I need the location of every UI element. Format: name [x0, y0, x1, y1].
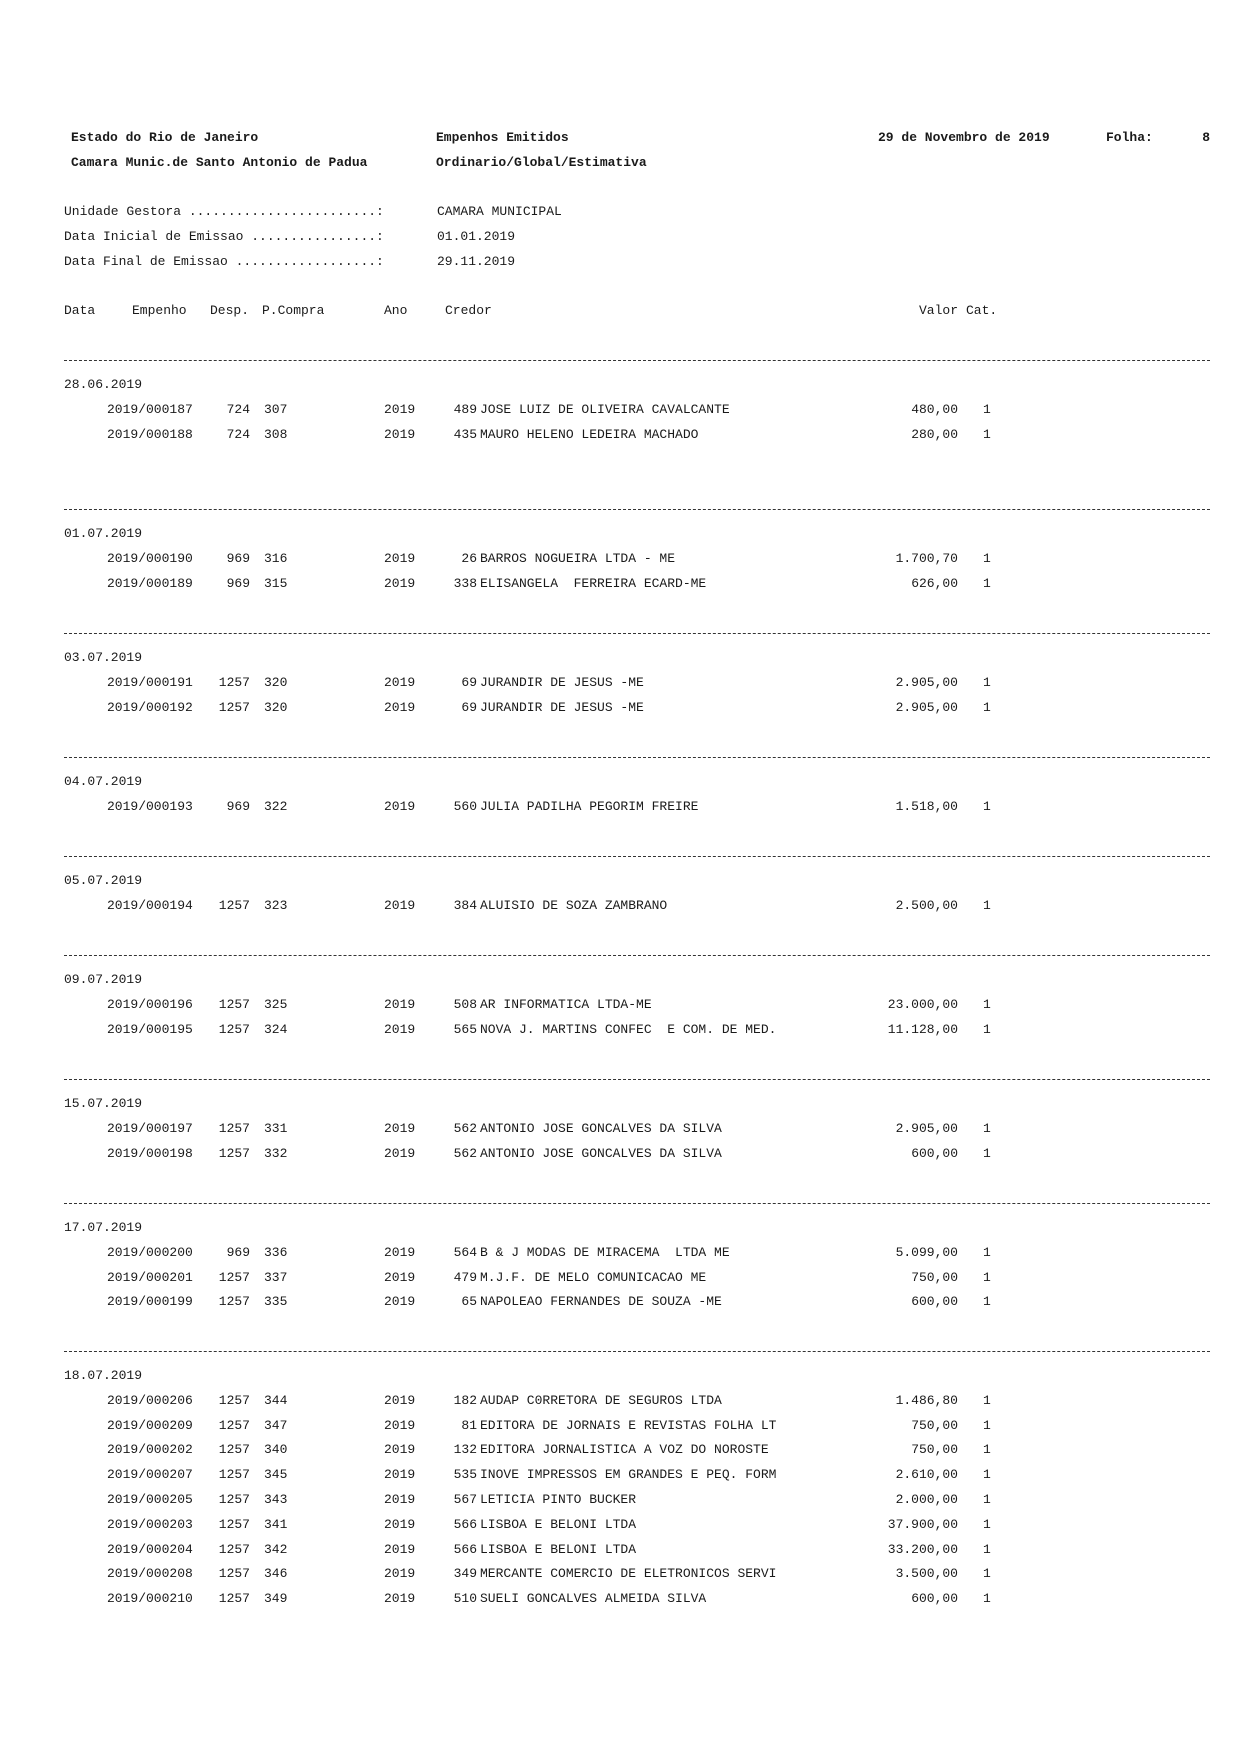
folha-value: 8	[1202, 130, 1210, 145]
row-valor: 280,00	[911, 427, 958, 442]
row-pcompra: 346	[264, 1566, 288, 1581]
row-empenho: 2019/000199	[107, 1294, 193, 1309]
row-pcompra: 325	[264, 997, 288, 1012]
column-header-credor: Credor	[445, 303, 492, 318]
row-valor: 600,00	[911, 1294, 958, 1309]
row-credor-name: M.J.F. DE MELO COMUNICACAO ME	[480, 1270, 707, 1285]
row-desp: 969	[226, 576, 250, 591]
row-valor: 23.000,00	[887, 997, 958, 1012]
row-cat: 1	[983, 1517, 991, 1532]
row-empenho: 2019/000209	[107, 1418, 193, 1433]
header-state: Estado do Rio de Janeiro	[71, 130, 259, 145]
row-desp: 1257	[218, 1121, 250, 1136]
row-valor: 1.486,80	[895, 1393, 958, 1408]
row-cat: 1	[983, 1566, 991, 1581]
row-desp: 1257	[218, 1418, 250, 1433]
row-ano: 2019	[384, 1591, 416, 1606]
row-pcompra: 347	[264, 1418, 288, 1433]
row-cat: 1	[983, 997, 991, 1012]
row-cat: 1	[983, 1121, 991, 1136]
folha-label: Folha:	[1106, 130, 1153, 145]
row-empenho: 2019/000187	[107, 402, 193, 417]
group-separator	[64, 1079, 1210, 1080]
row-empenho: 2019/000202	[107, 1442, 193, 1457]
row-cat: 1	[983, 1542, 991, 1557]
row-empenho: 2019/000195	[107, 1022, 193, 1037]
row-desp: 1257	[218, 1022, 250, 1037]
row-credor-name: EDITORA DE JORNAIS E REVISTAS FOLHA LT	[480, 1418, 777, 1433]
row-credor-name: NAPOLEAO FERNANDES DE SOUZA -ME	[480, 1294, 722, 1309]
row-pcompra: 307	[264, 402, 288, 417]
row-pcompra: 316	[264, 551, 288, 566]
row-desp: 969	[226, 799, 250, 814]
row-credor-name: MERCANTE COMERCIO DE ELETRONICOS SERVI	[480, 1566, 777, 1581]
row-credor-name: JURANDIR DE JESUS -ME	[480, 675, 644, 690]
row-valor: 11.128,00	[887, 1022, 958, 1037]
row-ano: 2019	[384, 1270, 416, 1285]
column-header-ano: Ano	[384, 303, 408, 318]
row-credor-name: JULIA PADILHA PEGORIM FREIRE	[480, 799, 699, 814]
filter-value: 01.01.2019	[437, 229, 516, 244]
row-desp: 969	[226, 1245, 250, 1260]
row-ano: 2019	[384, 576, 416, 591]
row-pcompra: 344	[264, 1393, 288, 1408]
row-empenho: 2019/000190	[107, 551, 193, 566]
row-credor-code: 384	[453, 898, 477, 913]
row-valor: 37.900,00	[887, 1517, 958, 1532]
row-ano: 2019	[384, 898, 416, 913]
row-empenho: 2019/000206	[107, 1393, 193, 1408]
row-credor-code: 535	[453, 1467, 477, 1482]
row-valor: 3.500,00	[895, 1566, 958, 1581]
row-ano: 2019	[384, 1442, 416, 1457]
group-date: 09.07.2019	[64, 972, 143, 987]
column-header-cat: Cat.	[966, 303, 998, 318]
row-valor: 480,00	[911, 402, 958, 417]
row-credor-name: JOSE LUIZ DE OLIVEIRA CAVALCANTE	[480, 402, 730, 417]
row-cat: 1	[983, 1146, 991, 1161]
row-ano: 2019	[384, 1245, 416, 1260]
row-valor: 5.099,00	[895, 1245, 958, 1260]
row-ano: 2019	[384, 1492, 416, 1507]
row-credor-name: B & J MODAS DE MIRACEMA LTDA ME	[480, 1245, 730, 1260]
row-pcompra: 320	[264, 675, 288, 690]
row-ano: 2019	[384, 1542, 416, 1557]
row-empenho: 2019/000208	[107, 1566, 193, 1581]
column-header-pcompra: P.Compra	[262, 303, 325, 318]
row-credor-code: 510	[453, 1591, 477, 1606]
row-credor-name: JURANDIR DE JESUS -ME	[480, 700, 644, 715]
row-ano: 2019	[384, 402, 416, 417]
row-desp: 1257	[218, 700, 250, 715]
row-desp: 1257	[218, 898, 250, 913]
row-ano: 2019	[384, 1121, 416, 1136]
row-empenho: 2019/000201	[107, 1270, 193, 1285]
row-cat: 1	[983, 427, 991, 442]
row-empenho: 2019/000194	[107, 898, 193, 913]
row-valor: 2.610,00	[895, 1467, 958, 1482]
row-empenho: 2019/000197	[107, 1121, 193, 1136]
group-date: 17.07.2019	[64, 1220, 143, 1235]
row-ano: 2019	[384, 799, 416, 814]
row-credor-code: 69	[461, 675, 477, 690]
row-cat: 1	[983, 1418, 991, 1433]
group-date: 03.07.2019	[64, 650, 143, 665]
row-credor-code: 564	[453, 1245, 477, 1260]
row-desp: 1257	[218, 997, 250, 1012]
row-pcompra: 345	[264, 1467, 288, 1482]
filter-label: Unidade Gestora ........................:	[64, 204, 384, 219]
column-header-desp: Desp.	[210, 303, 250, 318]
row-pcompra: 322	[264, 799, 288, 814]
row-valor: 2.905,00	[895, 1121, 958, 1136]
row-cat: 1	[983, 1492, 991, 1507]
row-pcompra: 337	[264, 1270, 288, 1285]
group-separator	[64, 856, 1210, 857]
row-ano: 2019	[384, 1294, 416, 1309]
row-desp: 1257	[218, 1393, 250, 1408]
report-date: 29 de Novembro de 2019	[878, 130, 1050, 145]
row-credor-code: 349	[453, 1566, 477, 1581]
row-cat: 1	[983, 1393, 991, 1408]
row-credor-code: 26	[461, 551, 477, 566]
row-valor: 600,00	[911, 1591, 958, 1606]
row-credor-name: ANTONIO JOSE GONCALVES DA SILVA	[480, 1121, 722, 1136]
row-credor-code: 562	[453, 1121, 477, 1136]
row-credor-name: LETICIA PINTO BUCKER	[480, 1492, 637, 1507]
header-chamber: Camara Munic.de Santo Antonio de Padua	[71, 155, 368, 170]
row-ano: 2019	[384, 1393, 416, 1408]
row-credor-name: AR INFORMATICA LTDA-ME	[480, 997, 652, 1012]
row-desp: 1257	[218, 1517, 250, 1532]
row-pcompra: 308	[264, 427, 288, 442]
row-desp: 1257	[218, 1566, 250, 1581]
row-credor-code: 565	[453, 1022, 477, 1037]
row-ano: 2019	[384, 1566, 416, 1581]
row-valor: 2.500,00	[895, 898, 958, 913]
row-desp: 1257	[218, 1542, 250, 1557]
row-pcompra: 331	[264, 1121, 288, 1136]
row-ano: 2019	[384, 675, 416, 690]
filter-label: Data Final de Emissao ..................:	[64, 254, 384, 269]
row-cat: 1	[983, 1591, 991, 1606]
row-credor-code: 182	[453, 1393, 477, 1408]
row-ano: 2019	[384, 551, 416, 566]
row-ano: 2019	[384, 1418, 416, 1433]
row-credor-name: AUDAP C0RRETORA DE SEGUROS LTDA	[480, 1393, 722, 1408]
row-credor-name: SUELI GONCALVES ALMEIDA SILVA	[480, 1591, 707, 1606]
row-credor-code: 435	[453, 427, 477, 442]
row-pcompra: 320	[264, 700, 288, 715]
row-desp: 1257	[218, 675, 250, 690]
row-pcompra: 323	[264, 898, 288, 913]
row-desp: 724	[226, 402, 250, 417]
row-ano: 2019	[384, 1467, 416, 1482]
report-title: Empenhos Emitidos	[436, 130, 569, 145]
row-credor-code: 560	[453, 799, 477, 814]
group-date: 28.06.2019	[64, 377, 143, 392]
row-empenho: 2019/000200	[107, 1245, 193, 1260]
row-valor: 750,00	[911, 1270, 958, 1285]
row-ano: 2019	[384, 700, 416, 715]
row-valor: 750,00	[911, 1418, 958, 1433]
row-credor-name: LISBOA E BELONI LTDA	[480, 1517, 637, 1532]
row-pcompra: 343	[264, 1492, 288, 1507]
row-credor-code: 566	[453, 1542, 477, 1557]
row-valor: 33.200,00	[887, 1542, 958, 1557]
row-cat: 1	[983, 1442, 991, 1457]
row-valor: 2.905,00	[895, 675, 958, 690]
row-valor: 750,00	[911, 1442, 958, 1457]
row-empenho: 2019/000207	[107, 1467, 193, 1482]
row-credor-code: 566	[453, 1517, 477, 1532]
row-empenho: 2019/000188	[107, 427, 193, 442]
row-cat: 1	[983, 1270, 991, 1285]
row-desp: 1257	[218, 1591, 250, 1606]
row-cat: 1	[983, 1245, 991, 1260]
row-credor-code: 489	[453, 402, 477, 417]
column-header-data: Data	[64, 303, 96, 318]
group-separator	[64, 1351, 1210, 1352]
group-separator	[64, 360, 1210, 361]
row-pcompra: 341	[264, 1517, 288, 1532]
row-valor: 2.000,00	[895, 1492, 958, 1507]
row-empenho: 2019/000204	[107, 1542, 193, 1557]
row-credor-name: LISBOA E BELONI LTDA	[480, 1542, 637, 1557]
row-empenho: 2019/000203	[107, 1517, 193, 1532]
row-empenho: 2019/000205	[107, 1492, 193, 1507]
column-header-valor: Valor	[918, 303, 958, 318]
row-cat: 1	[983, 799, 991, 814]
row-valor: 600,00	[911, 1146, 958, 1161]
row-desp: 1257	[218, 1467, 250, 1482]
row-pcompra: 332	[264, 1146, 288, 1161]
row-credor-code: 132	[453, 1442, 477, 1457]
row-credor-name: EDITORA JORNALISTICA A VOZ DO NOROSTE	[480, 1442, 769, 1457]
row-desp: 724	[226, 427, 250, 442]
row-pcompra: 349	[264, 1591, 288, 1606]
row-valor: 2.905,00	[895, 700, 958, 715]
group-date: 18.07.2019	[64, 1368, 143, 1383]
row-credor-name: NOVA J. MARTINS CONFEC E COM. DE MED.	[480, 1022, 777, 1037]
row-ano: 2019	[384, 997, 416, 1012]
group-date: 04.07.2019	[64, 774, 143, 789]
row-pcompra: 336	[264, 1245, 288, 1260]
row-credor-name: MAURO HELENO LEDEIRA MACHADO	[480, 427, 699, 442]
group-separator	[64, 1203, 1210, 1204]
row-credor-code: 81	[461, 1418, 477, 1433]
group-date: 05.07.2019	[64, 873, 143, 888]
row-valor: 1.518,00	[895, 799, 958, 814]
row-ano: 2019	[384, 427, 416, 442]
row-empenho: 2019/000192	[107, 700, 193, 715]
row-empenho: 2019/000198	[107, 1146, 193, 1161]
filter-value: CAMARA MUNICIPAL	[437, 204, 562, 219]
row-pcompra: 342	[264, 1542, 288, 1557]
row-credor-code: 567	[453, 1492, 477, 1507]
row-cat: 1	[983, 675, 991, 690]
filter-label: Data Inicial de Emissao ................:	[64, 229, 384, 244]
row-valor: 1.700,70	[895, 551, 958, 566]
row-cat: 1	[983, 576, 991, 591]
row-desp: 1257	[218, 1294, 250, 1309]
row-ano: 2019	[384, 1022, 416, 1037]
row-cat: 1	[983, 1294, 991, 1309]
row-credor-name: ELISANGELA FERREIRA ECARD-ME	[480, 576, 707, 591]
row-empenho: 2019/000196	[107, 997, 193, 1012]
row-credor-name: ALUISIO DE SOZA ZAMBRANO	[480, 898, 668, 913]
row-credor-name: INOVE IMPRESSOS EM GRANDES E PEQ. FORM	[480, 1467, 777, 1482]
row-cat: 1	[983, 402, 991, 417]
row-credor-name: ANTONIO JOSE GONCALVES DA SILVA	[480, 1146, 722, 1161]
row-empenho: 2019/000191	[107, 675, 193, 690]
report-subtitle: Ordinario/Global/Estimativa	[436, 155, 647, 170]
group-separator	[64, 757, 1210, 758]
group-date: 01.07.2019	[64, 526, 143, 541]
column-header-empenho: Empenho	[132, 303, 187, 318]
row-pcompra: 315	[264, 576, 288, 591]
row-desp: 1257	[218, 1146, 250, 1161]
row-credor-code: 65	[461, 1294, 477, 1309]
row-ano: 2019	[384, 1146, 416, 1161]
row-desp: 1257	[218, 1492, 250, 1507]
group-separator	[64, 955, 1210, 956]
group-date: 15.07.2019	[64, 1096, 143, 1111]
row-credor-code: 479	[453, 1270, 477, 1285]
row-credor-code: 338	[453, 576, 477, 591]
row-cat: 1	[983, 700, 991, 715]
row-pcompra: 324	[264, 1022, 288, 1037]
row-credor-name: BARROS NOGUEIRA LTDA - ME	[480, 551, 676, 566]
row-desp: 1257	[218, 1442, 250, 1457]
row-empenho: 2019/000193	[107, 799, 193, 814]
row-desp: 1257	[218, 1270, 250, 1285]
row-valor: 626,00	[911, 576, 958, 591]
row-empenho: 2019/000189	[107, 576, 193, 591]
row-credor-code: 562	[453, 1146, 477, 1161]
row-cat: 1	[983, 551, 991, 566]
row-pcompra: 335	[264, 1294, 288, 1309]
row-credor-code: 508	[453, 997, 477, 1012]
group-separator	[64, 633, 1210, 634]
row-cat: 1	[983, 1467, 991, 1482]
row-empenho: 2019/000210	[107, 1591, 193, 1606]
group-separator	[64, 509, 1210, 510]
row-credor-code: 69	[461, 700, 477, 715]
row-pcompra: 340	[264, 1442, 288, 1457]
filter-value: 29.11.2019	[437, 254, 516, 269]
row-cat: 1	[983, 898, 991, 913]
row-cat: 1	[983, 1022, 991, 1037]
row-ano: 2019	[384, 1517, 416, 1532]
row-desp: 969	[226, 551, 250, 566]
